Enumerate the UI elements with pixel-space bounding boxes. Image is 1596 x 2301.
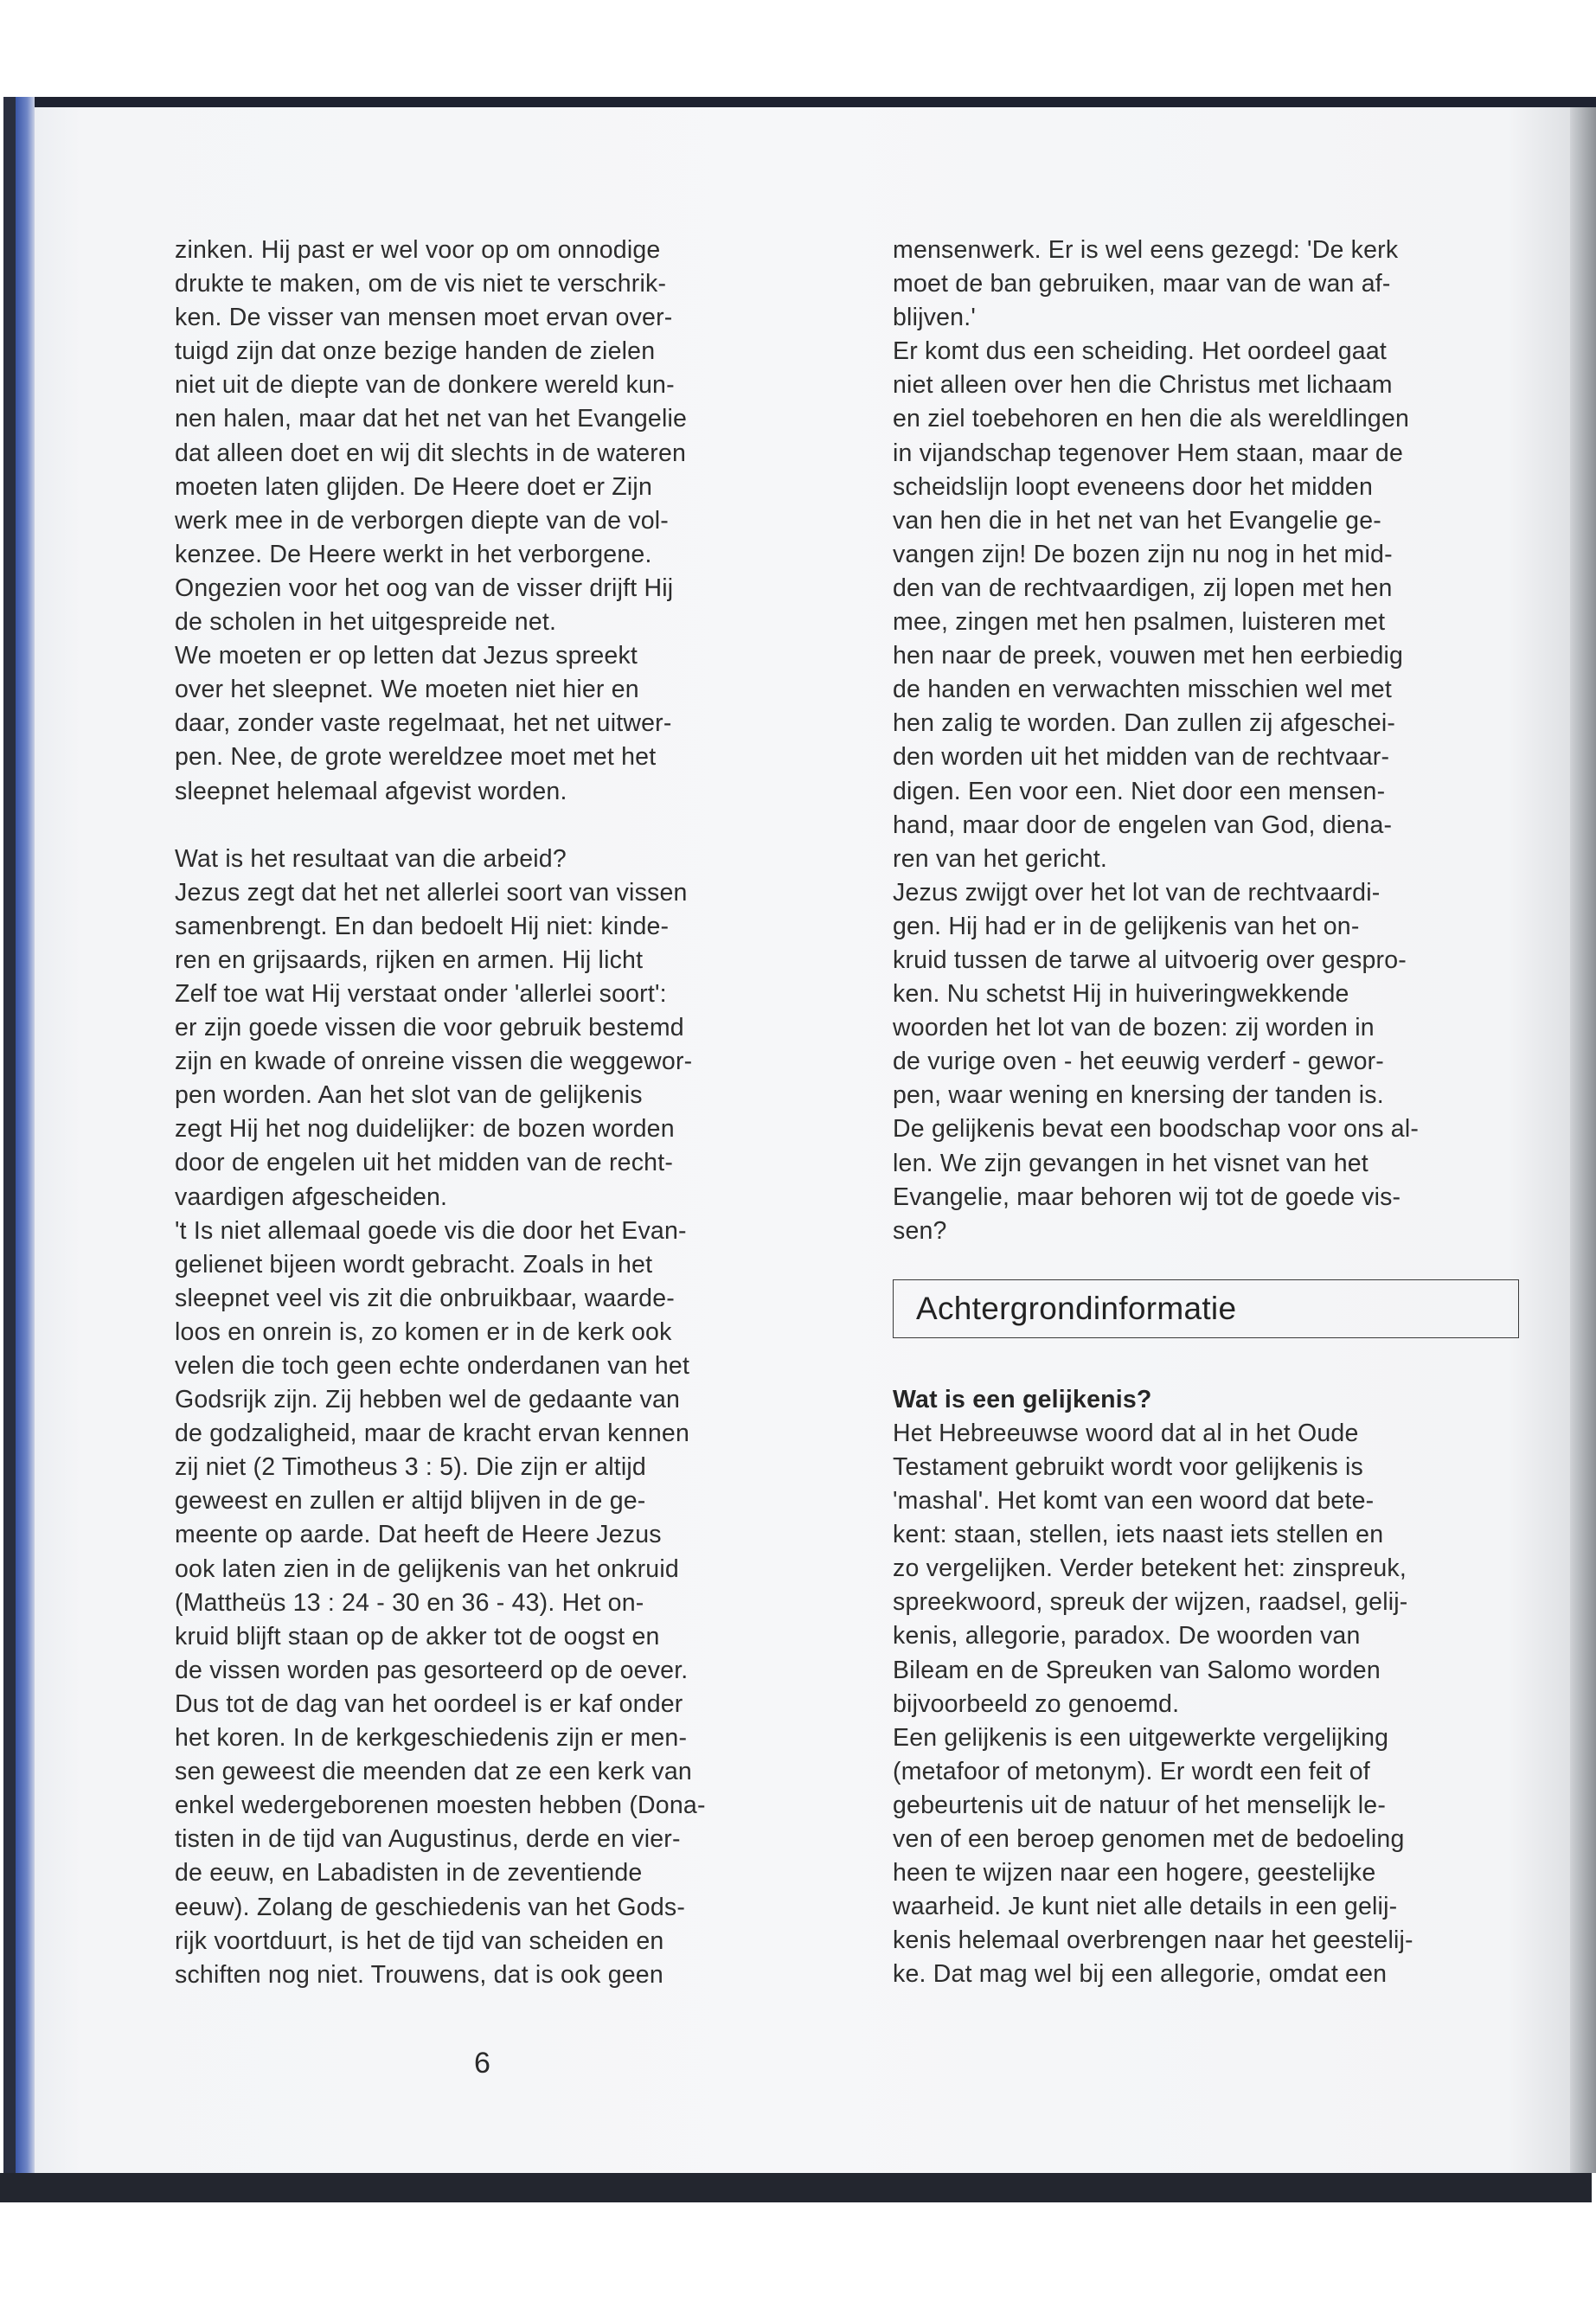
text-line: tuigd zijn dat onze bezige handen de zielen [175,337,656,366]
text-line: in vijandschap tegenover Hem staan, maar de [893,439,1404,467]
text-line: kent: staan, stellen, iets naast iets stellen en [893,1521,1384,1549]
book-spine-edge [3,97,16,2190]
text-line: nen halen, maar dat het net van het Evangelie [175,405,688,433]
text-line: de vissen worden pas gesorteerd op de oever. [175,1656,689,1684]
text-line: sleepnet helemaal afgevist worden. [175,777,567,805]
text-line: van hen die in het net van het Evangelie ge- [893,506,1381,535]
text-line: ke. Dat mag wel bij een allegorie, omdat een [893,1960,1388,1989]
book-cover-edge [16,97,35,2190]
text-line: enkel wedergeborenen moesten hebben (Dona- [175,1791,706,1820]
text-line: door de engelen uit het midden van de recht- [175,1149,674,1177]
text-line: over het sleepnet. We moeten niet hier en [175,676,639,704]
text-line: den worden uit het midden van de rechtvaar- [893,743,1390,772]
text-line: gelienet bijeen wordt gebracht. Zoals in het [175,1250,653,1279]
text-line: vaardigen afgescheiden. [175,1183,448,1211]
text-line: zegt Hij het nog duidelijker: de bozen worden [175,1115,675,1144]
text-line: kruid blijft staan op de akker tot de oogst en [175,1622,660,1650]
text-line: de scholen in het uitgespreide net. [175,608,557,637]
text-line: de handen en verwachten misschien wel met [893,676,1392,704]
text-line: schiften nog niet. Trouwens, dat is ook geen [175,1960,663,1989]
text-line: en ziel toebehoren en hen die als wereldlingen [893,405,1410,433]
text-line: kenis, allegorie, paradox. De woorden van [893,1622,1361,1650]
text-line: zo vergelijken. Verder betekent het: zinspreuk, [893,1554,1407,1583]
text-line: ren van het gericht. [893,844,1107,873]
text-line: loos en onrein is, zo komen er in de kerk ook [175,1317,672,1346]
text-line: bijvoorbeeld zo genoemd. [893,1689,1180,1718]
text-line: ken. De visser van mensen moet ervan over- [175,304,673,332]
right-column [893,234,1533,1992]
text-line: samenbrengt. En dan bedoelt Hij niet: kinde- [175,912,670,940]
text-line: daar, zonder vaste regelmaat, het net uitwer- [175,709,672,738]
text-line: mee, zingen met hen psalmen, luisteren met [893,608,1386,637]
text-line: We moeten er op letten dat Jezus spreekt [175,642,638,670]
text-line: Jezus zegt dat het net allerlei soort van vissen [175,878,688,907]
text-line: de godzaligheid, maar de kracht ervan kennen [175,1420,690,1448]
text-line: scheidslijn loopt eveneens door het midden [893,472,1374,501]
text-line: velen die toch geen echte onderdanen van het [175,1352,690,1380]
background-info-heading: Achtergrondinformatie [916,1291,1237,1327]
text-line: moet de ban gebruiken, maar van de wan af- [893,270,1391,298]
text-line: gebeurtenis uit de natuur of het menselijk le- [893,1791,1387,1819]
text-line: meente op aarde. Dat heeft de Heere Jezus [175,1521,662,1549]
text-line: kruid tussen de tarwe al uitvoerig over gespro- [893,945,1407,974]
text-line: zijn en kwade of onreine vissen die weggewor- [175,1048,693,1076]
text-line: heen te wijzen naar een hogere, geestelijke [893,1859,1376,1888]
text-line: den van de rechtvaardigen, zij lopen met hen [893,574,1393,602]
text-line: de eeuw, en Labadisten in de zeventiende [175,1859,643,1888]
text-line: ren en grijsaards, rijken en armen. Hij licht [175,945,644,974]
text-line: waarheid. Je kunt niet alle details in een gelij- [893,1893,1398,1921]
text-line: hen naar de preek, vouwen met hen eerbiedig [893,642,1404,670]
text-line: geweest en zullen er altijd blijven in de ge- [175,1487,646,1516]
text-line: De gelijkenis bevat een boodschap voor ons al- [893,1115,1420,1144]
text-line: Ongezien voor het oog van de visser drijft Hij [175,574,674,602]
text-line: niet alleen over hen die Christus met lichaam [893,371,1393,400]
bottom-binding-edge [0,2173,1592,2202]
text-line: pen worden. Aan het slot van de gelijkenis [175,1081,643,1110]
text-line: Evangelie, maar behoren wij tot de goede vis- [893,1183,1401,1211]
text-line: Bileam en de Spreuken van Salomo worden [893,1656,1381,1684]
text-line: drukte te maken, om de vis niet te verschrik- [175,270,667,298]
text-line: niet uit de diepte van de donkere wereld kun- [175,371,675,400]
text-line: Wat is het resultaat van die arbeid? [175,844,567,873]
text-line: Zelf toe wat Hij verstaat onder 'allerlei soort': [175,979,667,1008]
text-line: Jezus zwijgt over het lot van de rechtvaardi- [893,878,1381,907]
text-line: woorden het lot van de bozen: zij worden in [893,1014,1375,1042]
text-line: (Mattheüs 13 : 24 - 30 en 36 - 43). Het on- [175,1588,644,1617]
background-info-box [893,1279,1519,1338]
text-line: Dus tot de dag van het oordeel is er kaf onder [175,1689,683,1718]
text-line: moeten laten glijden. De Heere doet er Zijn [175,472,652,501]
text-line: gen. Hij had er in de gelijkenis van het on- [893,912,1360,940]
text-line: eeuw). Zolang de geschiedenis van het Gods- [175,1893,686,1921]
text-line: de vurige oven - het eeuwig verderf - gewor- [893,1048,1385,1076]
text-line: Een gelijkenis is een uitgewerkte vergelijking [893,1723,1389,1752]
text-line: ken. Nu schetst Hij in huiveringwekkende [893,980,1349,1009]
text-line: spreekwoord, spreuk der wijzen, raadsel, gelij- [893,1588,1408,1617]
text-line: rijk voortduurt, is het de tijd van scheiden en [175,1926,664,1955]
text-line: ven of een beroep genomen met de bedoeling [893,1825,1405,1854]
text-line: Er komt dus een scheiding. Het oordeel gaat [893,337,1388,366]
text-line: blijven.' [893,304,976,332]
page-number: 6 [474,2047,490,2080]
top-binding-edge [9,97,1596,107]
text-line: sleepnet veel vis zit die onbruikbaar, waarde- [175,1284,675,1312]
text-line: kenzee. De Heere werkt in het verborgene. [175,540,652,568]
text-line: mensenwerk. Er is wel eens gezegd: 'De kerk [893,236,1399,264]
text-line: pen, waar wening en knersing der tanden is. [893,1081,1384,1110]
text-line: zij niet (2 Timotheus 3 : 5). Die zijn er altijd [175,1453,646,1482]
text-line: kenis helemaal overbrengen naar het geestelij- [893,1926,1413,1955]
text-line: digen. Een voor een. Niet door een mensen- [893,777,1386,805]
text-line: Het Hebreeuwse woord dat al in het Oude [893,1419,1359,1447]
text-line: hand, maar door de engelen van God, diena- [893,811,1393,839]
section-subheading: Wat is een gelijkenis? [893,1385,1152,1413]
page-stack-edge [1570,107,1596,2173]
text-line: werk mee in de verborgen diepte van de vol- [175,506,670,535]
text-line: vangen zijn! De bozen zijn nu nog in het mid- [893,540,1393,568]
text-line: 'mashal'. Het komt van een woord dat bete- [893,1487,1375,1516]
left-column [175,234,815,1992]
text-line: sen geweest die meenden dat ze een kerk van [175,1758,692,1786]
paragraph-gap [175,809,815,843]
text-line: zinken. Hij past er wel voor op om onnodige [175,236,661,264]
text-line: hen zalig te worden. Dan zullen zij afgeschei- [893,709,1396,738]
text-line: Godsrijk zijn. Zij hebben wel de gedaante van [175,1386,681,1414]
text-line: er zijn goede vissen die voor gebruik bestemd [175,1014,684,1042]
text-line: 't Is niet allemaal goede vis die door het Evan- [175,1216,687,1245]
text-line: pen. Nee, de grote wereldzee moet met het [175,743,657,772]
text-line: het koren. In de kerkgeschiedenis zijn er men- [175,1724,688,1753]
text-line: (metafoor of metonym). Er wordt een feit of [893,1757,1370,1785]
text-line: len. We zijn gevangen in het visnet van het [893,1149,1368,1177]
text-line: tisten in de tijd van Augustinus, derde en vier- [175,1825,681,1854]
text-line: Testament gebruikt wordt voor gelijkenis is [893,1453,1364,1481]
text-line: dat alleen doet en wij dit slechts in de wateren [175,439,687,467]
text-line: sen? [893,1216,947,1245]
text-line: ook laten zien in de gelijkenis van het onkruid [175,1554,679,1583]
